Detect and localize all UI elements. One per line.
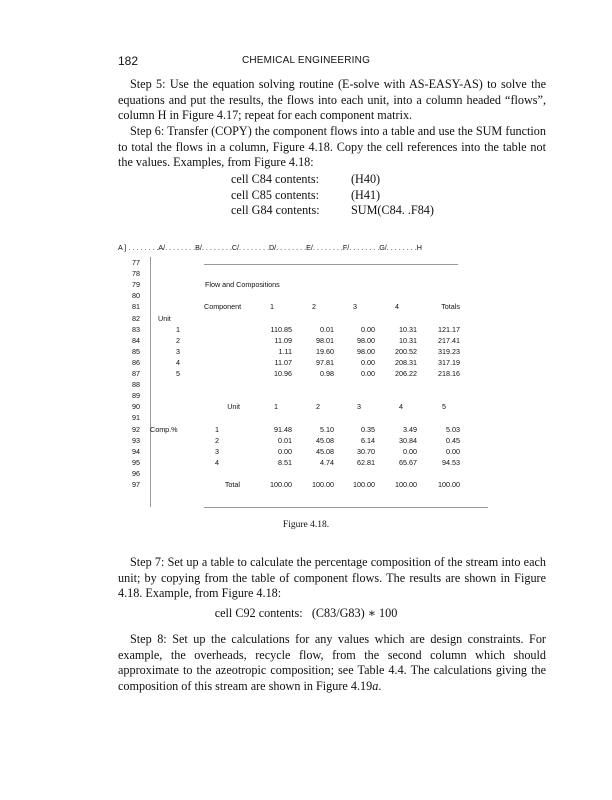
comp-value: 45.08 xyxy=(316,446,334,456)
flow-value: 110.85 xyxy=(270,324,292,334)
formula-value: (C83/G83) ∗ 100 xyxy=(311,606,398,620)
flow-value: 208.31 xyxy=(395,357,417,367)
row-number: 81 xyxy=(132,302,140,312)
page-number: 182 xyxy=(118,54,139,68)
unit-number: 2 xyxy=(176,335,180,345)
flow-value: 98.00 xyxy=(357,346,375,356)
comp-value: 91.48 xyxy=(274,424,292,434)
flow-value: 206.22 xyxy=(395,369,417,378)
comp-value: 0.01 xyxy=(278,435,292,445)
cell-def-value: (H41) xyxy=(351,187,381,202)
flow-col-header: 2 xyxy=(312,302,316,312)
row-number: 93 xyxy=(132,435,140,445)
cell-definitions xyxy=(231,172,434,219)
unit-number: 3 xyxy=(176,346,180,356)
formula-label: cell C92 contents: xyxy=(214,606,303,620)
flow-value: 0.00 xyxy=(361,324,375,334)
component-header: Component xyxy=(204,302,242,312)
row-number: 86 xyxy=(132,357,140,367)
unit-header-label: Unit xyxy=(227,402,240,412)
total-value: 100.00 xyxy=(353,480,375,489)
comp-value: 3.49 xyxy=(403,424,417,434)
comp-value: 5.10 xyxy=(320,424,334,434)
unit-number: 5 xyxy=(176,369,180,378)
cell-def-value: SUM(C84. .F84) xyxy=(351,203,434,218)
comp-value: 5.03 xyxy=(446,424,460,434)
row-number: 77 xyxy=(132,258,140,267)
cell-def-row xyxy=(231,188,434,204)
unit-col-header: 1 xyxy=(274,402,278,412)
total-label: Total xyxy=(224,480,240,489)
column-header-row: A ] . . . . . . . .A/. . . . . . . .B/. . . . . . . .C/. . . . . . . .D/. . . . . . . .E/. . . . . . . .F/. . . . . . . .G/. . . . . . . .H xyxy=(118,243,422,252)
flow-value: 0.01 xyxy=(320,324,334,334)
unit-number: 1 xyxy=(176,324,180,334)
comp-value: 94.53 xyxy=(442,457,460,467)
comp-value: 6.14 xyxy=(361,435,375,445)
flow-value: 319.23 xyxy=(438,346,460,356)
row-number: 85 xyxy=(132,346,140,356)
row-number: 80 xyxy=(132,291,140,301)
comp-number: 3 xyxy=(215,446,219,456)
flow-col-header: 3 xyxy=(353,302,357,312)
total-value: 100.00 xyxy=(270,480,292,489)
cell-def-label: cell C85 contents: xyxy=(231,187,320,202)
comp-pct-label: Comp.% xyxy=(150,424,178,434)
row-number: 95 xyxy=(132,457,140,467)
comp-value: 0.00 xyxy=(403,446,417,456)
flow-value: 218.16 xyxy=(438,369,460,378)
unit-col-header: 4 xyxy=(399,402,403,412)
flow-value: 97.81 xyxy=(316,357,334,367)
flow-col-header: 1 xyxy=(270,302,274,312)
row-number: 91 xyxy=(132,413,140,423)
row-number: 96 xyxy=(132,468,140,478)
flow-value: 121.17 xyxy=(438,324,460,334)
flow-value: 11.09 xyxy=(274,335,292,345)
comp-value: 65.67 xyxy=(399,457,417,467)
comp-value: 4.74 xyxy=(320,457,334,467)
flow-value: 10.31 xyxy=(399,324,417,334)
comp-value: 0.45 xyxy=(446,435,460,445)
paragraph-step5: Step 5: Use the equation solving routine (E-solve with AS-EASY-AS) to solve the equations and put the results, the flows into each unit, into a column headed “flows”, column H in Figure 4.17; repeat for each component matrix. xyxy=(118,77,546,123)
comp-number: 1 xyxy=(215,424,219,434)
row-number: 84 xyxy=(132,335,140,345)
comp-value: 0.00 xyxy=(278,446,292,456)
cell-def-label: cell C84 contents: xyxy=(231,172,320,186)
comp-value: 0.35 xyxy=(361,424,375,434)
total-value: 100.00 xyxy=(312,480,334,489)
flow-value: 217.41 xyxy=(438,335,460,345)
row-number: 82 xyxy=(132,313,140,323)
unit-number: 4 xyxy=(176,357,180,367)
flow-value: 19.60 xyxy=(316,346,334,356)
flow-value: 0.00 xyxy=(361,369,375,378)
paragraph-step7: Step 7: Set up a table to calculate the percentage composition of the stream into each unit; by copying from the table of component flows. The results are shown in Figure 4.18. Example, from Figure 4.18: xyxy=(118,555,546,601)
flow-value: 98.00 xyxy=(357,335,375,345)
comp-value: 0.00 xyxy=(446,446,460,456)
row-number: 97 xyxy=(132,480,140,489)
flow-value: 0.98 xyxy=(320,369,334,378)
comp-number: 4 xyxy=(215,457,219,467)
total-value: 100.00 xyxy=(438,480,460,489)
flow-value: 1.11 xyxy=(278,346,292,356)
flow-value: 317.19 xyxy=(438,357,460,367)
comp-number: 2 xyxy=(215,435,219,445)
totals-header: Totals xyxy=(441,302,460,312)
paragraph-step6: Step 6: Transfer (COPY) the component flows into a table and use the SUM function to total the flows in a column, Figure 4.18. Copy the cell references into the table not the values. Examples, from Figure 4.18: xyxy=(118,124,546,170)
table-bottom-rule xyxy=(204,507,488,508)
table-top-rule xyxy=(204,264,458,265)
row-number: 90 xyxy=(132,402,140,412)
unit-col-header: 2 xyxy=(316,402,320,412)
unit-col-header: 5 xyxy=(442,402,446,412)
flow-value: 98.01 xyxy=(316,335,334,345)
row-number: 94 xyxy=(132,446,140,456)
flow-value: 11.07 xyxy=(274,357,292,367)
figure-caption: Figure 4.18. xyxy=(282,520,330,530)
step8-end: . xyxy=(378,678,382,693)
step8-figure-suffix: a xyxy=(372,678,379,693)
total-value: 100.00 xyxy=(395,480,417,489)
cell-def-row xyxy=(231,172,434,188)
flow-value: 0.00 xyxy=(361,357,375,367)
flow-col-header: 4 xyxy=(395,302,399,312)
spreadsheet-figure xyxy=(118,243,558,511)
flow-value: 10.96 xyxy=(274,369,292,378)
comp-value: 8.51 xyxy=(278,457,292,467)
paragraph-step8 xyxy=(118,632,546,694)
row-number: 88 xyxy=(132,380,140,390)
unit-label: Unit xyxy=(158,313,171,323)
table-title: Flow and Compositions xyxy=(205,280,280,290)
comp-value: 30.84 xyxy=(399,435,417,445)
running-title: CHEMICAL ENGINEERING xyxy=(241,55,371,66)
comp-value: 62.81 xyxy=(357,457,375,467)
row-number: 92 xyxy=(132,424,140,434)
comp-value: 30.70 xyxy=(357,446,375,456)
unit-col-header: 3 xyxy=(357,402,361,412)
comp-value: 45.08 xyxy=(316,435,334,445)
row-number: 83 xyxy=(132,324,140,334)
cell-def-value: (H40) xyxy=(351,172,381,186)
row-number: 78 xyxy=(132,269,140,279)
cell-def-label: cell G84 contents: xyxy=(231,203,320,218)
row-number: 89 xyxy=(132,391,140,401)
cell-def-row xyxy=(231,203,434,219)
row-number: 79 xyxy=(132,280,140,290)
formula-line xyxy=(0,606,612,621)
step8-text: Step 8: Set up the calculations for any values which are design constraints. For example, the overheads, recycle flow, from the second column which should approximate to the azeotropic composition; see Table 4.4. The calculations giving the composition of this stream are shown in Figure 4.19 xyxy=(118,632,546,693)
row-number: 87 xyxy=(132,369,140,378)
flow-value: 10.31 xyxy=(399,335,417,345)
flow-value: 200.52 xyxy=(395,346,417,356)
